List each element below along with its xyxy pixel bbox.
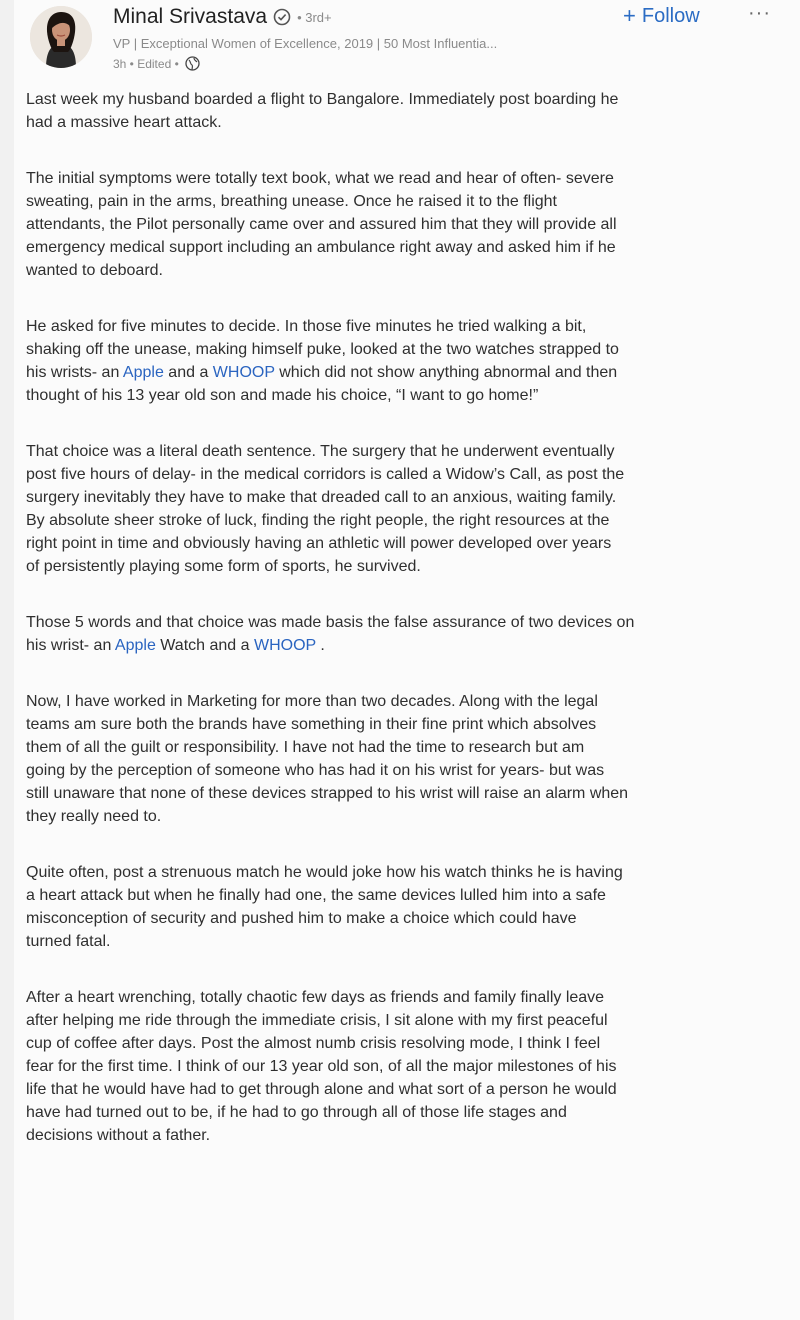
paragraph	[26, 986, 786, 1147]
text-line: life that he would have had to get through alone and what sort of a person he would	[26, 1081, 617, 1098]
follow-button[interactable]	[623, 2, 700, 30]
text-line: misconception of security and pushed him to make a choice which could have	[26, 910, 577, 927]
verified-badge-icon	[273, 8, 291, 26]
text-line: them of all the guilt or responsibility. I have not had the time to research but am	[26, 739, 585, 756]
avatar-photo	[30, 6, 92, 68]
paragraph	[26, 861, 786, 953]
text-line: Now, I have worked in Marketing for more than two decades. Along with the legal	[26, 693, 598, 710]
text-line: wanted to deboard.	[26, 262, 163, 279]
post-body	[26, 88, 786, 1180]
text-segment: and a	[168, 364, 209, 381]
text-segment: Watch and a	[160, 637, 250, 654]
text-line: He asked for five minutes to decide. In those five minutes he tried walking a bit,	[26, 318, 587, 335]
text-line: of persistently playing some form of sports, he survived.	[26, 558, 421, 575]
text-line: sweating, pain in the arms, breathing unease. Once he raised it to the flight	[26, 193, 557, 210]
author-headline: VP | Exceptional Women of Excellence, 2019 | 50 Most Influentia...	[113, 36, 498, 51]
text-line: emergency medical support including an ambulance right away and asked him if he	[26, 239, 616, 256]
paragraph	[26, 440, 786, 578]
paragraph	[26, 611, 786, 657]
text-line: shaking off the unease, making himself puke, looked at the two watches strapped to	[26, 341, 619, 358]
text-line: going by the perception of someone who has had it on his wrist for years- but was	[26, 762, 605, 779]
text-line: That choice was a literal death sentence. The surgery that he underwent eventually	[26, 443, 615, 460]
text-line: attendants, the Pilot personally came over and assured him that they will provide all	[26, 216, 617, 233]
post-meta	[113, 56, 200, 71]
text-line: After a heart wrenching, totally chaotic few days as friends and family finally leave	[26, 989, 605, 1006]
post-header	[0, 0, 800, 80]
follow-label: Follow	[641, 4, 700, 27]
plus-icon: +	[623, 3, 636, 28]
text-line: have had turned out to be, if he had to go through all of those life stages and	[26, 1104, 567, 1121]
text-line: still unaware that none of these devices strapped to his wrist will raise an alarm when	[26, 785, 629, 802]
paragraph	[26, 315, 786, 407]
mention-link-whoop[interactable]: WHOOP	[212, 364, 275, 381]
connection-degree: • 3rd+	[297, 9, 332, 25]
text-segment: which did not show anything abnormal and then	[279, 364, 618, 381]
text-line: cup of coffee after days. Post the almost numb crisis resolving mode, I think I feel	[26, 1035, 601, 1052]
author-name-row	[113, 4, 332, 30]
avatar[interactable]	[30, 6, 92, 68]
text-line: thought of his 13 year old son and made his choice, “I want to go home!”	[26, 387, 539, 404]
text-line: had a massive heart attack.	[26, 114, 222, 131]
text-segment: his wrists- an	[26, 364, 120, 381]
text-line: right point in time and obviously having an athletic will power developed over years	[26, 535, 612, 552]
text-line: they really need to.	[26, 808, 162, 825]
text-segment: .	[320, 637, 325, 654]
text-line: teams am sure both the brands have something in their fine print which absolves	[26, 716, 597, 733]
mention-link-apple[interactable]: Apple	[122, 364, 164, 381]
paragraph	[26, 690, 786, 828]
more-options-icon[interactable]: ···	[748, 2, 771, 24]
text-line: turned fatal.	[26, 933, 111, 950]
text-line: post five hours of delay- in the medical corridors is called a Widow’s Call, as post the	[26, 466, 625, 483]
text-line: a heart attack but when he finally had one, the same devices lulled him into a safe	[26, 887, 606, 904]
mention-link-whoop[interactable]: WHOOP	[253, 637, 316, 654]
text-line	[26, 634, 786, 657]
text-line	[26, 361, 786, 384]
text-segment: his wrist- an	[26, 637, 112, 654]
paragraph	[26, 167, 786, 282]
text-line: decisions without a father.	[26, 1127, 211, 1144]
text-line: Quite often, post a strenuous match he would joke how his watch thinks he is having	[26, 864, 623, 881]
text-line: By absolute sheer stroke of luck, finding the right people, the right resources at the	[26, 512, 610, 529]
globe-icon	[185, 56, 200, 71]
author-name[interactable]: Minal Srivastava	[113, 5, 268, 28]
mention-link-apple[interactable]: Apple	[114, 637, 156, 654]
left-border	[0, 0, 14, 1320]
post-timestamp: 3h • Edited •	[113, 56, 179, 71]
text-line: after helping me ride through the immediate crisis, I sit alone with my first peaceful	[26, 1012, 608, 1029]
paragraph	[26, 88, 786, 134]
text-line: Those 5 words and that choice was made basis the false assurance of two devices on	[26, 614, 635, 631]
text-line: Last week my husband boarded a flight to Bangalore. Immediately post boarding he	[26, 91, 619, 108]
text-line: surgery inevitably they have to make that dreaded call to an anxious, waiting family.	[26, 489, 617, 506]
text-line: fear for the first time. I think of our 13 year old son, of all the major milestones of his	[26, 1058, 617, 1075]
text-line: The initial symptoms were totally text book, what we read and hear of often- severe	[26, 170, 614, 187]
